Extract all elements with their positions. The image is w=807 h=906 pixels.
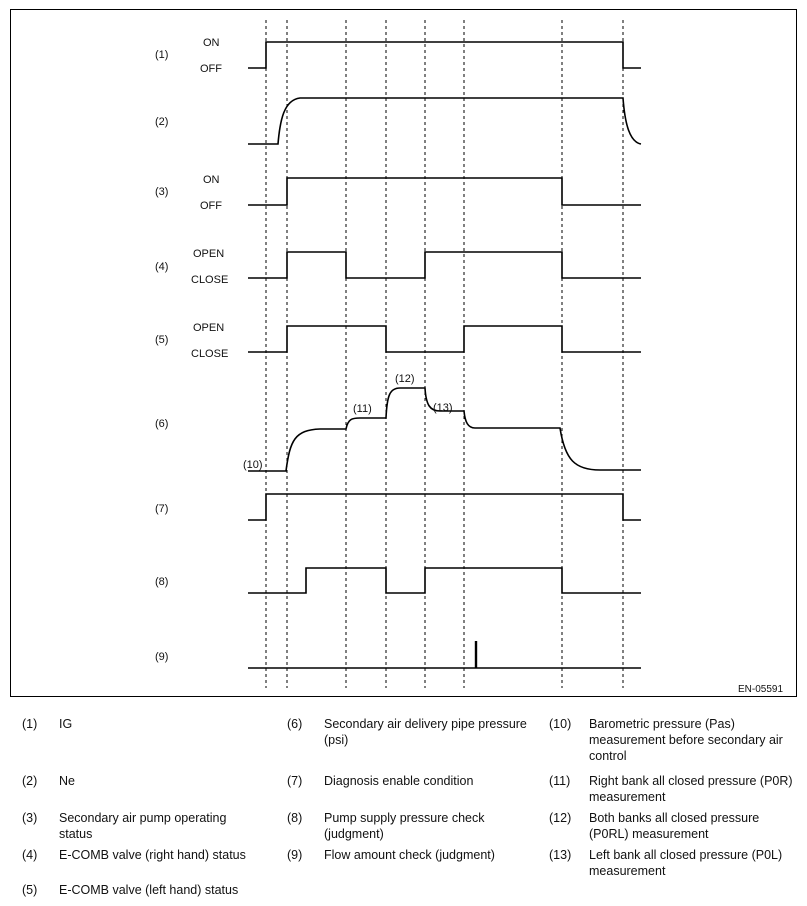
legend-text: Barometric pressure (Pas) measurement before secondary air control xyxy=(589,717,783,763)
callout-10: (10) xyxy=(243,459,263,471)
figure-code: EN-05591 xyxy=(738,684,784,695)
state-low-5: CLOSE xyxy=(191,348,229,360)
legend-text: IG xyxy=(59,717,73,731)
signal-4-ecomb-rh xyxy=(248,252,641,278)
legend-text: Flow amount check (judgment) xyxy=(324,848,495,862)
legend-text: E-COMB valve (left hand) status xyxy=(59,883,239,897)
row-id-6: (6) xyxy=(155,418,169,430)
legend-text: E-COMB valve (right hand) status xyxy=(59,848,246,862)
signal-8-pump-check xyxy=(248,568,641,593)
legend-num: (3) xyxy=(22,811,38,825)
callout-13: (13) xyxy=(433,402,453,414)
state-low-3: OFF xyxy=(200,200,222,212)
state-high-4: OPEN xyxy=(193,248,225,260)
legend-text: Ne xyxy=(59,774,75,788)
signal-waveforms xyxy=(248,42,641,668)
event-guides xyxy=(266,20,623,688)
legend-text: Left bank all closed pressure (P0L) measurement xyxy=(589,848,783,878)
legend-text: Diagnosis enable condition xyxy=(324,774,474,788)
signal-7-diag-enable xyxy=(248,494,641,520)
legend-text: Secondary air pump operating status xyxy=(59,811,227,841)
signal-5-ecomb-lh xyxy=(248,326,641,352)
row-id-8: (8) xyxy=(155,576,169,588)
legend-text: Secondary air delivery pipe pressure (psi) xyxy=(324,717,527,747)
legend-text: Pump supply pressure check (judgment) xyxy=(324,811,485,841)
row-id-2: (2) xyxy=(155,116,169,128)
signal-6-pipe-pressure xyxy=(248,388,641,471)
callout-12: (12) xyxy=(395,373,415,385)
legend-num: (8) xyxy=(287,811,303,825)
row-id-3: (3) xyxy=(155,186,169,198)
legend-text: Both banks all closed pressure (P0RL) measurement xyxy=(589,811,760,841)
row-ids xyxy=(155,49,168,663)
legend-num: (13) xyxy=(549,848,572,862)
state-high-1: ON xyxy=(203,37,220,49)
row-id-4: (4) xyxy=(155,261,169,273)
legend-num: (1) xyxy=(22,717,38,731)
legend-num: (5) xyxy=(22,883,38,897)
legend-num: (7) xyxy=(287,774,303,788)
legend-num: (4) xyxy=(22,848,38,862)
row-id-9: (9) xyxy=(155,651,169,663)
legend-num: (2) xyxy=(22,774,38,788)
signal-1-ig xyxy=(248,42,641,68)
state-labels xyxy=(191,37,228,360)
legend-num: (11) xyxy=(549,774,571,788)
signal-3-air-pump xyxy=(248,178,641,205)
state-low-1: OFF xyxy=(200,63,222,75)
legend-num: (9) xyxy=(287,848,303,862)
callout-11: (11) xyxy=(353,403,372,415)
row-id-1: (1) xyxy=(155,49,169,61)
state-low-4: CLOSE xyxy=(191,274,229,286)
legend-num: (12) xyxy=(549,811,572,825)
legend-text: Right bank all closed pressure (P0R) measurement xyxy=(589,774,793,804)
legend-num: (6) xyxy=(287,717,303,731)
signal-2-ne xyxy=(248,98,641,144)
legend-num: (10) xyxy=(549,717,572,731)
state-high-3: ON xyxy=(203,174,220,186)
row-id-7: (7) xyxy=(155,503,169,515)
row-id-5: (5) xyxy=(155,334,169,346)
state-high-5: OPEN xyxy=(193,322,225,334)
